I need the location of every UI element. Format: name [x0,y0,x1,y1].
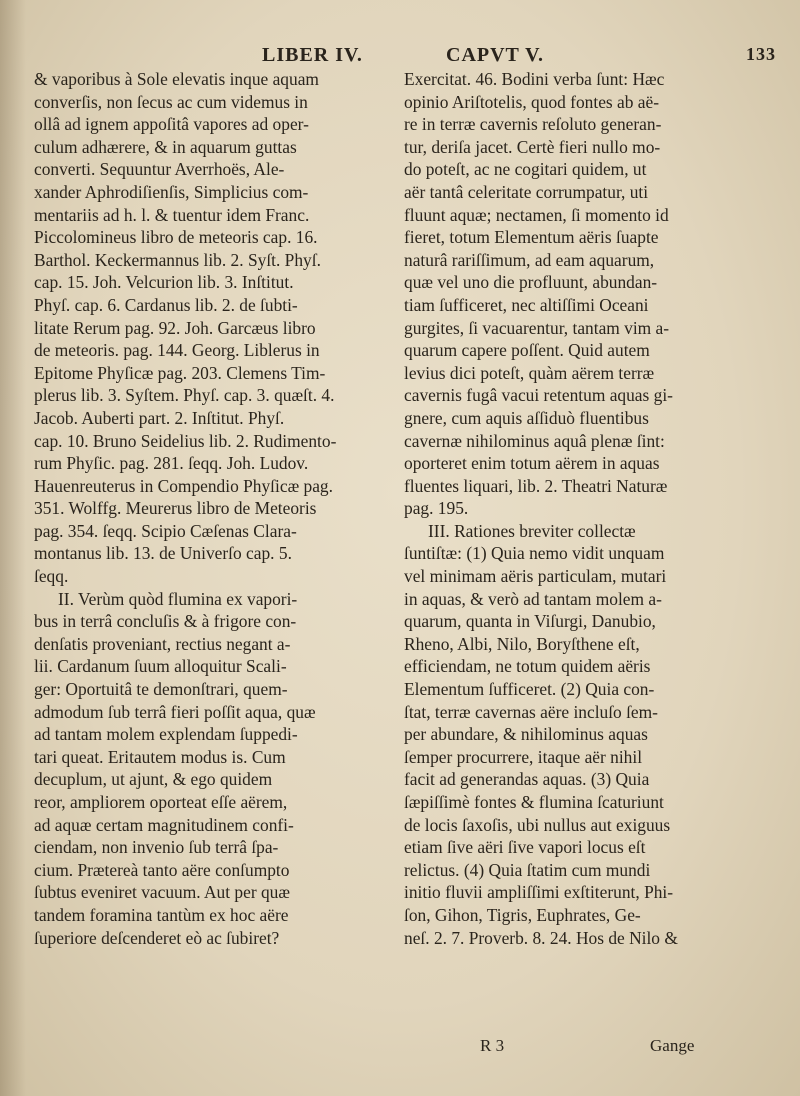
text-line: de locis ſaxoſis, ubi nullus aut exiguus [404,814,671,835]
running-head-book: LIBER IV. [262,44,363,66]
text-line: 351. Wolffg. Meurerus libro de Meteoris [34,498,317,519]
text-line: converſis, non ſecus ac cum videmus in [34,91,308,112]
text-line: ſuntiſtæ: (1) Quia nemo vidit unquam [404,543,665,564]
text-line: plerus lib. 3. Syſtem. Phyſ. cap. 3. quæſt. 4. [34,385,335,406]
text-line: quæ vel uno die profluunt, abundan- [404,272,658,293]
text-line: ſemper procurrere, itaque aër nihil [404,746,643,767]
text-line: converti. Sequuntur Averrhoës, Ale- [34,159,285,180]
text-line: Rheno, Albi, Nilo, Boryſthene eſt, [404,633,640,654]
text-line: ger: Oportuitâ te demonſtrari, quem- [34,679,288,700]
text-line: litate Rerum pag. 92. Joh. Garcæus libro [34,317,316,338]
text-line: cium. Prætereà tanto aëre conſumpto [34,859,290,880]
text-line: oporteret enim totum aërem in aquas [404,453,660,474]
text-line: neſ. 2. 7. Proverb. 8. 24. Hos de Nilo & [404,927,678,948]
text-line: re in terræ cavernis reſoluto generan- [404,114,662,135]
text-line: per abundare, & nihilominus aquas [404,724,648,745]
text-line: tur, deriſa jacet. Certè fieri nullo mo- [404,136,661,157]
running-head [0,40,800,68]
text-line: etiam ſive aëri ſive vapori locus eſt [404,837,646,858]
text-line: denſatis proveniant, rectius negant a- [34,633,291,654]
text-line: ollâ ad ignem appoſitâ vapores ad oper- [34,114,309,135]
text-line: quarum, quanta in Viſurgi, Danubio, [404,611,656,632]
text-line: facit ad generandas aquas. (3) Quia [404,769,650,790]
text-line: Hauenreuterus in Compendio Phyſicæ pag. [34,475,333,496]
text-line: fluunt aquæ; nectamen, ſi momento id [404,204,669,225]
text-line: initio fluvii ampliſſimi exſtiterunt, Phi- [404,882,674,903]
text-line: ſtat, terræ cavernas aëre incluſo ſem- [404,701,658,722]
running-head-chapter: CAPVT V. [446,44,545,66]
text-line: II. Verùm quòd flumina ex vapori- [58,588,298,609]
text-line: aër tantâ celeritate corrumpatur, uti [404,181,649,202]
text-line: ad tantam molem explendam ſuppedi- [34,724,298,745]
text-line: tari queat. Eritautem modus is. Cum [34,746,286,767]
text-line: & vaporibus à Sole elevatis inque aquam [34,69,319,89]
text-line: ſeqq. [34,566,69,587]
text-line: ſæpiſſimè fontes & flumina ſcaturiunt [404,792,664,812]
text-line: gnere, cum aquis aſſiduò fluentibus [404,407,649,428]
text-line: in aquas, & verò ad tantam molem a- [404,588,662,609]
text-line: pag. 195. [404,498,469,519]
text-line: do poteſt, ac ne cogitari quidem, ut [404,159,647,180]
text-line: cap. 10. Bruno Seidelius lib. 2. Rudimento- [34,430,337,451]
text-line: bus in terrâ concluſis & à frigore con- [34,611,297,632]
page-number: 133 [746,44,776,64]
right-text-column [404,68,766,949]
text-line: cavernæ nihilominus aquâ plenæ ſint: [404,430,665,451]
text-line: gurgites, ſi vacuarentur, tantam vim a- [404,317,670,338]
text-line: III. Rationes breviter collectæ [428,520,636,541]
text-line: levius dici poteſt, quàm aërem terræ [404,362,655,383]
text-line: Exercitat. 46. Bodini verba ſunt: Hæc [404,69,665,89]
page-shadow [0,0,26,1096]
text-line: ſuperiore deſcenderet eò ac ſubiret? [34,927,280,948]
text-line: ſon, Gihon, Tigris, Euphrates, Ge- [404,904,641,925]
text-line: quarum capere poſſent. Quid autem [404,340,650,361]
text-line: efficiendam, ne totum quidem aëris [404,656,651,677]
text-line: reor, ampliorem oporteat eſſe aërem, [34,792,288,812]
text-line: vel minimam aëris particulam, mutari [404,566,667,587]
catchword: Gange [650,1036,695,1055]
text-line: Phyſ. cap. 6. Cardanus lib. 2. de ſubti- [34,294,298,315]
text-line: Piccolomineus libro de meteoris cap. 16. [34,227,318,248]
text-line: naturâ rariſſimum, ad eam aquarum, [404,249,655,270]
text-line: xander Aphrodiſienſis, Simplicius com- [34,181,309,202]
text-line: admodum ſub terrâ fieri poſſit aqua, quæ [34,701,316,722]
left-text-column [34,68,379,949]
text-line: decuplum, ut ajunt, & ego quidem [34,769,273,790]
text-line: tandem foramina tantùm ex hoc aëre [34,904,289,925]
text-line: culum adhærere, & in aquarum guttas [34,136,297,157]
text-line: ciendam, non invenio ſub terrâ ſpa- [34,837,279,858]
text-line: de meteoris. pag. 144. Georg. Liblerus in [34,340,320,361]
text-line: tiam ſufficeret, nec altiſſimi Oceani [404,294,649,315]
text-line: opinio Ariſtotelis, quod fontes ab aë- [404,91,660,112]
text-line: Jacob. Auberti part. 2. Inſtitut. Phyſ. [34,407,285,428]
text-line: pag. 354. ſeqq. Scipio Cæſenas Clara- [34,520,297,541]
text-line: Barthol. Keckermannus lib. 2. Syſt. Phyſ. [34,249,321,270]
text-line: fluentes liquari, lib. 2. Theatri Naturæ [404,475,668,496]
text-line: ad aquæ certam magnitudinem confi- [34,814,294,835]
text-line: Elementum ſufficeret. (2) Quia con- [404,679,655,700]
text-line: mentariis ad h. l. & tuentur idem Franc. [34,204,310,225]
text-line: Epitome Phyſicæ pag. 203. Clemens Tim- [34,362,326,383]
signature-mark: R 3 [480,1036,505,1055]
text-line: cap. 15. Joh. Velcurion lib. 3. Inſtitut. [34,272,294,293]
text-line: lii. Cardanum ſuum alloquitur Scali- [34,656,287,677]
text-line: ſubtus eveniret vacuum. Aut per quæ [34,882,290,903]
text-line: cavernis fugâ vacui retentum aquas gi- [404,385,673,406]
text-line: rum Phyſic. pag. 281. ſeqq. Joh. Ludov. [34,453,309,474]
text-line: relictus. (4) Quia ſtatim cum mundi [404,859,651,880]
text-line: fieret, totum Elementum aëris ſuapte [404,227,659,248]
text-line: montanus lib. 13. de Univerſo cap. 5. [34,543,292,564]
